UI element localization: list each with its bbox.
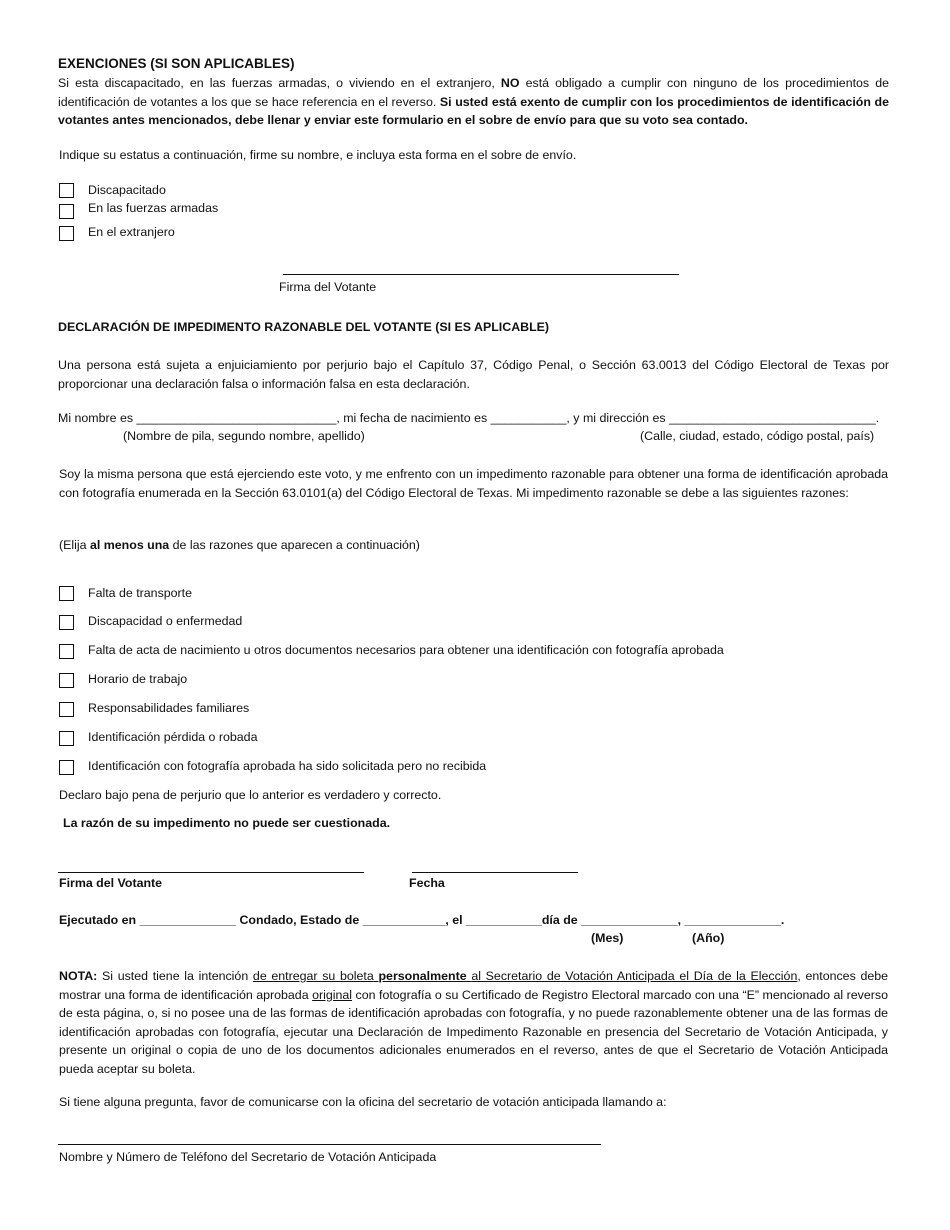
contact-label: Nombre y Número de Teléfono del Secretario de Votación Anticipada [59,1150,437,1164]
name-dob-address-line[interactable]: Mi nombre es _____________________________, mi fecha de nacimiento es ___________, y mi dirección es ______________________________. [58,411,880,425]
checkbox-reason-transport[interactable] [59,586,74,601]
option-disabled-label: Discapacitado [88,183,166,197]
checkbox-disabled[interactable] [59,183,74,198]
declaration-date-line[interactable] [412,872,578,873]
declaration-heading: DECLARACIÓN DE IMPEDIMENTO RAZONABLE DEL VOTANTE (SI ES APLICABLE) [58,320,550,334]
exemptions-signature-label: Firma del Votante [279,280,377,294]
declaration-signature-line[interactable] [58,872,364,873]
exemptions-signature-line[interactable] [283,274,679,275]
perjury-declaration: Declaro bajo pena de perjurio que lo anterior es verdadero y correcto. [59,788,442,802]
exemptions-paragraph: Si esta discapacitado, en las fuerzas armadas, o viviendo en el extranjero, NO está obligado a cumplir con ninguno de los procedimientos de identificación de votantes a los que se hace referencia en el reverso. Si usted está exento de cumplir con los procedimientos de identificación de votantes antes mencionados, debe llenar y enviar este formulario en el sobre de envío para que su voto sea contado. [58,76,889,127]
reason-transport-label: Falta de transporte [88,586,193,600]
exemptions-instruction: Indique su estatus a continuación, firme su nombre, e incluya esta forma en el sobre de envío. [59,148,577,162]
choose-instruction: (Elija al menos una de las razones que aparecen a continuación) [59,538,420,552]
impediment-statement: Soy la misma persona que está ejerciendo este voto, y me enfrento con un impedimento razonable para obtener una forma de identificación aprobada con fotografía enumerada en la Sección 63.0101(a) del Código Electoral de Texas. Mi impedimento razonable se debe a las siguientes razones: [59,467,888,500]
month-hint: (Mes) [591,931,624,945]
executed-line[interactable]: Ejecutado en ______________ Condado, Estado de ____________, el ___________día de ______________, ______________. [59,913,785,927]
declaration-date-label: Fecha [409,876,445,890]
checkbox-reason-disability[interactable] [59,615,74,630]
note-paragraph: NOTA: Si usted tiene la intención de entregar su boleta personalmente al Secretario de Votación Anticipada el Día de la Elección, entonces debe mostrar una forma de identificación aprobada original con fotografía o su Certificado de Registro Electoral marcado con una “E” mencionado al reverso de esta página, o, si no posee una de las formas de identificación aprobadas con fotografía, y no puede razonablemente obtener una de las formas de identificación aprobadas con fotografía, ejecutar una Declaración de Impedimento Razonable en presencia del Secretario de Votación Anticipada, y presente un original o copia de uno de los documentos adicionales enumerados en el reverso, antes de que el Secretario de Votación Anticipada pueda aceptar su boleta. [59,969,889,1076]
contact-line[interactable] [58,1144,601,1145]
checkbox-armed-forces[interactable] [59,204,74,219]
checkbox-reason-documents[interactable] [59,644,74,659]
perjury-paragraph: Una persona está sujeta a enjuiciamiento por perjurio bajo el Capítulo 37, Código Penal, o Sección 63.0013 del Código Electoral de Texas por proporcionar una declaración falsa o información falsa en esta declaración. [58,358,889,391]
year-hint: (Año) [692,931,725,945]
reason-not-received-label: Identificación con fotografía aprobada ha sido solicitada pero no recibida [88,759,487,773]
reason-lost-id-label: Identificación pérdida o robada [88,730,258,744]
reason-disability-label: Discapacidad o enfermedad [88,614,243,628]
checkbox-reason-family[interactable] [59,702,74,717]
reason-documents-label: Falta de acta de nacimiento u otros documentos necesarios para obtener una identificación con fotografía aprobada [88,643,724,657]
not-questioned-note: La razón de su impedimento no puede ser cuestionada. [63,816,391,830]
option-abroad-label: En el extranjero [88,225,175,239]
declaration-signature-label: Firma del Votante [59,876,163,890]
checkbox-reason-work[interactable] [59,673,74,688]
reason-family-label: Responsabilidades familiares [88,701,250,715]
checkbox-reason-lost-id[interactable] [59,731,74,746]
name-hint: (Nombre de pila, segundo nombre, apellido) [123,429,365,443]
option-armed-forces-label: En las fuerzas armadas [88,201,219,215]
checkbox-reason-not-received[interactable] [59,760,74,775]
contact-question: Si tiene alguna pregunta, favor de comunicarse con la oficina del secretario de votación anticipada llamando a: [59,1095,667,1109]
exemptions-heading: EXENCIONES (SI SON APLICABLES) [58,56,295,71]
address-hint: (Calle, ciudad, estado, código postal, país) [640,429,875,443]
checkbox-abroad[interactable] [59,226,74,241]
reason-work-label: Horario de trabajo [88,672,188,686]
